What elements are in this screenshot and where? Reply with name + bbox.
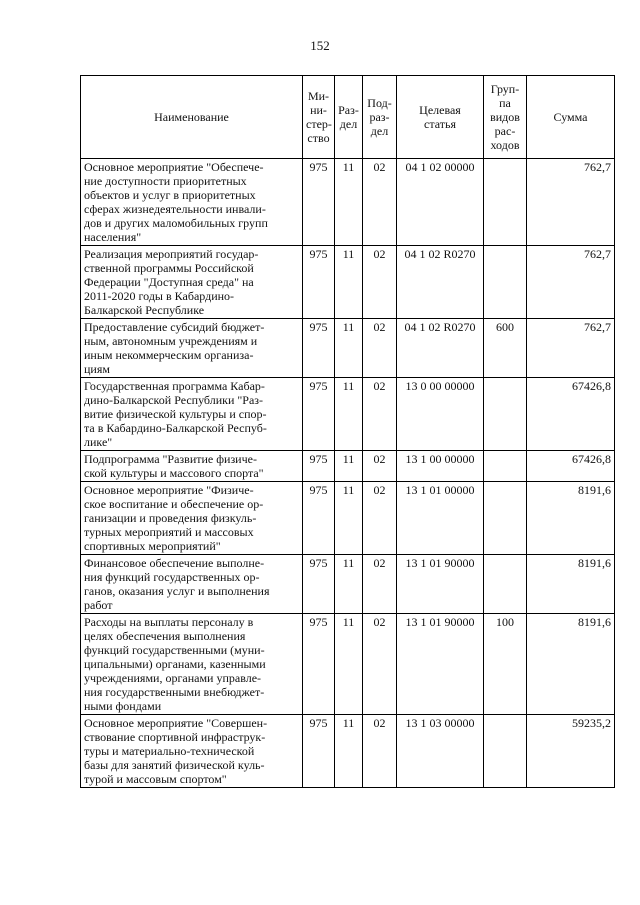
table-row xyxy=(81,555,615,614)
row-subsection: 02 xyxy=(363,159,397,246)
row-subsection: 02 xyxy=(363,378,397,451)
row-target: 13 1 01 90000 xyxy=(397,555,484,614)
row-sum: 8191,6 xyxy=(527,614,615,715)
row-subsection: 02 xyxy=(363,482,397,555)
row-ministry: 975 xyxy=(303,482,335,555)
row-section: 11 xyxy=(335,378,363,451)
row-ministry: 975 xyxy=(303,451,335,482)
table-row xyxy=(81,246,615,319)
row-subsection: 02 xyxy=(363,451,397,482)
row-group xyxy=(484,715,527,788)
row-target: 04 1 02 R0270 xyxy=(397,246,484,319)
row-sum: 67426,8 xyxy=(527,378,615,451)
budget-table xyxy=(80,75,615,788)
row-ministry: 975 xyxy=(303,715,335,788)
row-ministry: 975 xyxy=(303,614,335,715)
table-row xyxy=(81,159,615,246)
row-target: 13 1 00 00000 xyxy=(397,451,484,482)
table-row xyxy=(81,614,615,715)
row-target: 13 1 01 90000 xyxy=(397,614,484,715)
row-name: Финансовое обеспечение выполне- ния функций государственных ор- ганов, оказания услуг и выполнения работ xyxy=(81,555,303,614)
row-subsection: 02 xyxy=(363,715,397,788)
row-target: 04 1 02 R0270 xyxy=(397,319,484,378)
row-ministry: 975 xyxy=(303,319,335,378)
row-section: 11 xyxy=(335,715,363,788)
row-subsection: 02 xyxy=(363,555,397,614)
table-row xyxy=(81,482,615,555)
row-group xyxy=(484,159,527,246)
row-ministry: 975 xyxy=(303,246,335,319)
header-group: Груп- па видов рас- ходов xyxy=(484,76,527,159)
row-target: 13 1 01 00000 xyxy=(397,482,484,555)
header-name: Наименование xyxy=(81,76,303,159)
row-sum: 762,7 xyxy=(527,159,615,246)
row-sum: 67426,8 xyxy=(527,451,615,482)
header-subsection: Под- раз- дел xyxy=(363,76,397,159)
row-section: 11 xyxy=(335,555,363,614)
header-sum: Сумма xyxy=(527,76,615,159)
row-sum: 59235,2 xyxy=(527,715,615,788)
row-group xyxy=(484,482,527,555)
row-subsection: 02 xyxy=(363,319,397,378)
header-ministry: Ми- ни- стер- ство xyxy=(303,76,335,159)
row-target: 13 0 00 00000 xyxy=(397,378,484,451)
row-section: 11 xyxy=(335,614,363,715)
row-name: Расходы на выплаты персоналу в целях обеспечения выполнения функций государственными (муни- ципальными) органами, казенными учреждениями, органами управле- ния государственными внебюджет- ными фондами xyxy=(81,614,303,715)
row-name: Государственная программа Кабар- дино-Балкарской Республики "Раз- витие физической культуры и спор- та в Кабардино-Балкарской Респуб- лике" xyxy=(81,378,303,451)
row-group xyxy=(484,555,527,614)
row-sum: 762,7 xyxy=(527,319,615,378)
row-section: 11 xyxy=(335,319,363,378)
row-sum: 8191,6 xyxy=(527,555,615,614)
row-section: 11 xyxy=(335,482,363,555)
row-group: 100 xyxy=(484,614,527,715)
row-group xyxy=(484,246,527,319)
row-ministry: 975 xyxy=(303,378,335,451)
row-group xyxy=(484,378,527,451)
row-section: 11 xyxy=(335,159,363,246)
row-target: 13 1 03 00000 xyxy=(397,715,484,788)
row-ministry: 975 xyxy=(303,555,335,614)
row-name: Основное мероприятие "Совершен- ствование спортивной инфраструк- туры и материально-технической базы для занятий физической куль- турой и массовым спортом" xyxy=(81,715,303,788)
row-subsection: 02 xyxy=(363,246,397,319)
page-number: 152 xyxy=(310,38,330,53)
row-section: 11 xyxy=(335,451,363,482)
row-group xyxy=(484,451,527,482)
row-name: Предоставление субсидий бюджет- ным, автономным учреждениям и иным некоммерческим организа- циям xyxy=(81,319,303,378)
row-name: Основное мероприятие "Обеспече- ние доступности приоритетных объектов и услуг в приоритетных сферах жизнедеятельности инвали- дов и других маломобильных групп населения" xyxy=(81,159,303,246)
table-row xyxy=(81,715,615,788)
row-sum: 762,7 xyxy=(527,246,615,319)
row-subsection: 02 xyxy=(363,614,397,715)
table-header-row xyxy=(81,76,615,159)
table-row xyxy=(81,451,615,482)
header-section: Раз- дел xyxy=(335,76,363,159)
row-ministry: 975 xyxy=(303,159,335,246)
table-row xyxy=(81,378,615,451)
header-target: Целевая статья xyxy=(397,76,484,159)
row-name: Подпрограмма "Развитие физиче- ской культуры и массового спорта" xyxy=(81,451,303,482)
table-row xyxy=(81,319,615,378)
row-target: 04 1 02 00000 xyxy=(397,159,484,246)
row-name: Реализация мероприятий государ- ственной программы Российской Федерации "Доступная среда" на 2011-2020 годы в Кабардино- Балкарской Республике xyxy=(81,246,303,319)
row-section: 11 xyxy=(335,246,363,319)
row-name: Основное мероприятие "Физиче- ское воспитание и обеспечение ор- ганизации и проведения физкуль- турных мероприятий и массовых спортивных мероприятий" xyxy=(81,482,303,555)
row-sum: 8191,6 xyxy=(527,482,615,555)
row-group: 600 xyxy=(484,319,527,378)
